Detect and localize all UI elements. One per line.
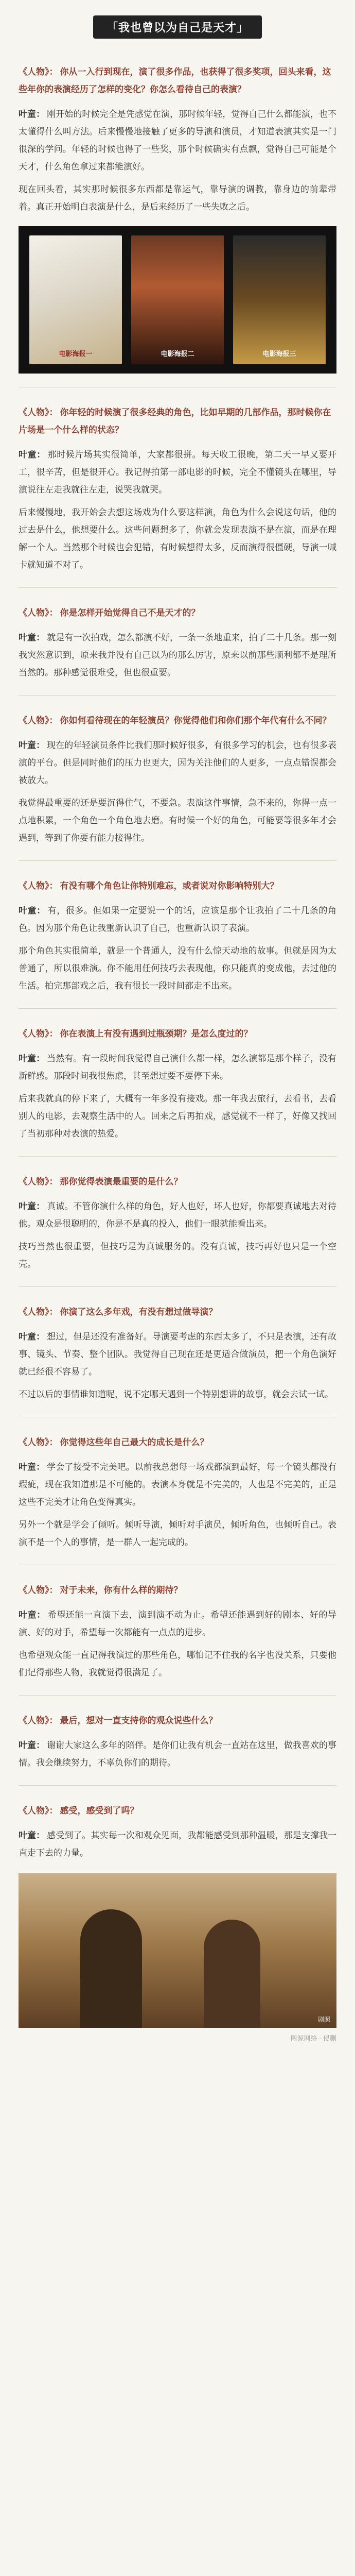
poster-caption: 电影海报一 (59, 350, 93, 358)
answer-text: 真诚。不管你演什么样的角色，好人也好，坏人也好，你都要真诚地去对待他。观众是很聪明的，你是不是真的投入，他们一眼就能看出来。 (19, 1201, 336, 1229)
question-text: 你觉得这些年自己最大的成长是什么？ (60, 1437, 209, 1447)
question-speaker: 《人物》： (19, 1177, 58, 1187)
section-divider (19, 695, 336, 696)
answer-text: 后来慢慢地，我开始会去想这场戏为什么要这样演，角色为什么会说这句话，他的过去是什么，他想要什么。这些问题想多了，你就会发现表演不是在演，而是在理解一个人。当然那个时候也会犯错，有时候想得太多，反而演得很僵硬，导演一喊卡就知道不对了。 (19, 507, 336, 570)
question (19, 63, 336, 98)
answer-speaker: 叶童： (19, 1831, 45, 1840)
question-text: 你从一入行到现在，演了很多作品，也获得了很多奖项，回头来看，这些年你的表演经历了怎样的变化？你怎么看待自己的表演？ (19, 67, 331, 94)
answer-text: 希望还能一直演下去，演到演不动为止。希望还能遇到好的剧本、好的导演、好的对手，希望每一次都能有一点点的进步。 (19, 1610, 337, 1637)
poster-strip (19, 226, 336, 374)
answer-text: 有，很多。但如果一定要说一个的话，应该是那个让我拍了二十几条的角色。因为那个角色让我重新认识了自己，也重新认识了表演。 (19, 906, 337, 933)
movie-poster (233, 235, 326, 364)
answer-paragraph (19, 1090, 336, 1143)
answer-text: 技巧当然也很重要，但技巧是为真诚服务的。没有真诚，技巧再好也只是一个空壳。 (19, 1242, 336, 1269)
article-title: 「我也曾以为自己是天才」 (93, 15, 262, 39)
answer-paragraph (19, 1050, 336, 1085)
question (19, 404, 336, 439)
answer-speaker: 叶童： (19, 1054, 45, 1063)
section-divider (19, 860, 336, 861)
title-bar (0, 0, 355, 47)
answer-paragraph (19, 1516, 336, 1551)
answer-text: 刚开始的时候完全是凭感觉在演，那时候年轻，觉得自己什么都能演，也不太懂得什么叫方法。后来慢慢地接触了更多的导演和演员，才知道表演其实是一门很深的学问。年轻的时候也得了一些奖，那个时候确实有点飘，觉得自己可能是个天才，什么角色拿过来都能演好。 (19, 109, 336, 172)
answer-speaker: 叶童： (19, 450, 46, 460)
answer-text: 当然有。有一段时间我觉得自己演什么都一样，怎么演都是那个样子，没有新鲜感。那段时间我很焦虑，甚至想过要不要停下来。 (19, 1054, 336, 1081)
answer-speaker: 叶童： (19, 1610, 46, 1620)
question (19, 877, 336, 895)
section-divider (19, 1286, 336, 1287)
answer-speaker: 叶童： (19, 1201, 45, 1211)
answer-paragraph (19, 1198, 336, 1233)
question (19, 1802, 336, 1820)
movie-poster (131, 235, 224, 364)
question-speaker: 《人物》： (19, 408, 58, 417)
answer-text: 感受到了。其实每一次和观众见面，我都能感受到那种温暖，那是支撑我一直走下去的力量。 (19, 1831, 336, 1858)
answer-paragraph (19, 1606, 336, 1641)
question-text: 你如何看待现在的年轻演员？你觉得他们和你们那个年代有什么不同？ (60, 716, 331, 725)
answer-speaker: 叶童： (19, 1740, 45, 1750)
answer-text: 那个角色其实很简单，就是一个普通人，没有什么惊天动地的故事。但就是因为太普通了，所以很难演。你不能用任何技巧去表现他，你只能真的变成他，去过他的生活。拍完那部戏之后，我有很长一段时间都走不出来。 (19, 946, 336, 991)
answer-paragraph (19, 1647, 336, 1682)
section-divider (19, 587, 336, 588)
photo-caption: 剧照 (317, 2016, 330, 2023)
answer-paragraph (19, 737, 336, 789)
answer-text: 现在回头看，其实那时候很多东西都是靠运气，靠导演的调教，靠身边的前辈带着。真正开始明白表演是什么，是后来经历了一些失败之后。 (19, 184, 336, 212)
answer-paragraph (19, 1459, 336, 1511)
question-text: 你在表演上有没有遇到过瓶颈期？是怎么度过的？ (60, 1029, 253, 1039)
question-speaker: 《人物》： (19, 716, 58, 725)
question-text: 你是怎样开始觉得自己不是天才的？ (60, 608, 200, 618)
answer-text: 谢谢大家这么多年的陪伴。是你们让我有机会一直站在这里，做我喜欢的事情。我会继续努力，不辜负你们的期待。 (19, 1740, 336, 1768)
answer-paragraph (19, 504, 336, 574)
question-speaker: 《人物》： (19, 881, 58, 891)
answer-speaker: 叶童： (19, 109, 45, 119)
question-text: 你年轻的时候演了很多经典的角色，比如早期的几部作品，那时候你在片场是一个什么样的状态？ (19, 408, 331, 435)
answer-text: 不过以后的事情谁知道呢，说不定哪天遇到一个特别想讲的故事，就会去试一试。 (19, 1389, 333, 1399)
section-divider (19, 1785, 336, 1786)
answer-text: 学会了接受不完美吧。以前我总想每一场戏都演到最好，每一个镜头都没有瑕疵，现在我知道那是不可能的。表演本身就是不完美的，人也是不完美的，正是这些不完美才让角色变得真实。 (19, 1462, 336, 1507)
answer-paragraph (19, 1238, 336, 1273)
question-speaker: 《人物》： (19, 1806, 58, 1816)
article-content (0, 63, 355, 2043)
question-text: 你演了这么多年戏，有没有想过做导演？ (60, 1307, 218, 1317)
answer-paragraph (19, 1328, 336, 1381)
question-speaker: 《人物》： (19, 1029, 58, 1039)
question-speaker: 《人物》： (19, 1307, 58, 1317)
answer-speaker: 叶童： (19, 633, 45, 642)
answer-paragraph (19, 446, 336, 499)
question-speaker: 《人物》： (19, 1716, 58, 1725)
answer-text: 现在的年轻演员条件比我们那时候好很多，有很多学习的机会，也有很多表演的平台。但是同时他们的压力也更大，因为关注他们的人更多，一点点错误都会被放大。 (19, 740, 336, 785)
question (19, 1434, 336, 1451)
question (19, 1303, 336, 1321)
question (19, 712, 336, 730)
poster-caption: 电影海报二 (161, 350, 194, 358)
answer-text: 那时候片场其实很简单，大家都很拼。每天收工很晚，第二天一早又要开工，很辛苦，但是很开心。我记得拍第一部电影的时候，完全不懂镜头在哪里，导演说往左走我就往左走，说哭我就哭。 (19, 450, 337, 495)
answer-paragraph (19, 629, 336, 682)
answer-text: 另外一个就是学会了倾听。倾听导演，倾听对手演员，倾听角色，也倾听自己。表演不是一个人的事情，是一群人一起完成的。 (19, 1520, 336, 1547)
question-text: 感受，感受到了吗？ (60, 1806, 139, 1816)
answer-text: 我觉得最重要的还是要沉得住气，不要急。表演这件事情，急不来的，你得一点一点地积累，一个角色一个角色地去磨。有时候一个好的角色，可能要等很多年才会遇到，等到了你要有能力接得住。 (19, 798, 336, 843)
answer-paragraph (19, 1386, 336, 1403)
section-divider (19, 1156, 336, 1157)
answer-speaker: 叶童： (19, 1462, 45, 1472)
question-text: 最后，想对一直支持你的观众说些什么？ (60, 1716, 218, 1725)
answer-paragraph (19, 902, 336, 937)
answer-paragraph (19, 1827, 336, 1862)
answer-paragraph (19, 106, 336, 176)
question (19, 1712, 336, 1730)
question (19, 1173, 336, 1191)
answer-text: 想过，但是还没有准备好。导演要考虑的东西太多了，不只是表演，还有故事、镜头、节奏、整个团队。我觉得自己现在还是更适合做演员，把一个角色演好就已经很不容易了。 (19, 1332, 336, 1377)
question-text: 对于未来，你有什么样的期待？ (60, 1585, 183, 1595)
answer-speaker: 叶童： (19, 1332, 45, 1342)
photo-figure (204, 1920, 260, 2028)
answer-paragraph (19, 794, 336, 847)
still-photo (19, 1873, 336, 2028)
question-speaker: 《人物》： (19, 67, 58, 77)
photo-figure (80, 1909, 142, 2028)
answer-speaker: 叶童： (19, 740, 45, 750)
question-speaker: 《人物》： (19, 1585, 58, 1595)
answer-text: 后来我就真的停下来了，大概有一年多没有接戏。那一年我去旅行，去看书，去看别人的电影，去观察生活中的人。回来之后再拍戏，感觉就不一样了，好像又找回了当初那种对表演的热爱。 (19, 1094, 336, 1139)
question-speaker: 《人物》： (19, 608, 58, 618)
answer-speaker: 叶童： (19, 906, 46, 916)
section-divider (19, 1695, 336, 1696)
source-note: 图源网络 · 侵删 (290, 2035, 336, 2042)
question-text: 有没有哪个角色让你特别难忘，或者说对你影响特别大？ (60, 881, 279, 891)
question (19, 604, 336, 622)
movie-poster (29, 235, 122, 364)
answer-paragraph (19, 1737, 336, 1772)
question (19, 1582, 336, 1599)
answer-text: 也希望观众能一直记得我演过的那些角色，哪怕记不住我的名字也没关系，只要他们记得那些人物，我就觉得很满足了。 (19, 1650, 336, 1677)
question-speaker: 《人物》： (19, 1437, 58, 1447)
answer-text: 就是有一次拍戏，怎么都演不好，一条一条地重来，拍了二十几条。那一刻我突然意识到，原来我并没有自己以为的那么厉害，原来以前那些顺利都不是理所当然的。那种感觉很难受，但也很重要。 (19, 633, 336, 677)
question-text: 那你觉得表演最重要的是什么？ (60, 1177, 183, 1187)
answer-paragraph (19, 181, 336, 216)
answer-paragraph (19, 942, 336, 995)
question (19, 1025, 336, 1043)
poster-caption: 电影海报三 (262, 350, 296, 358)
section-divider (19, 1008, 336, 1009)
